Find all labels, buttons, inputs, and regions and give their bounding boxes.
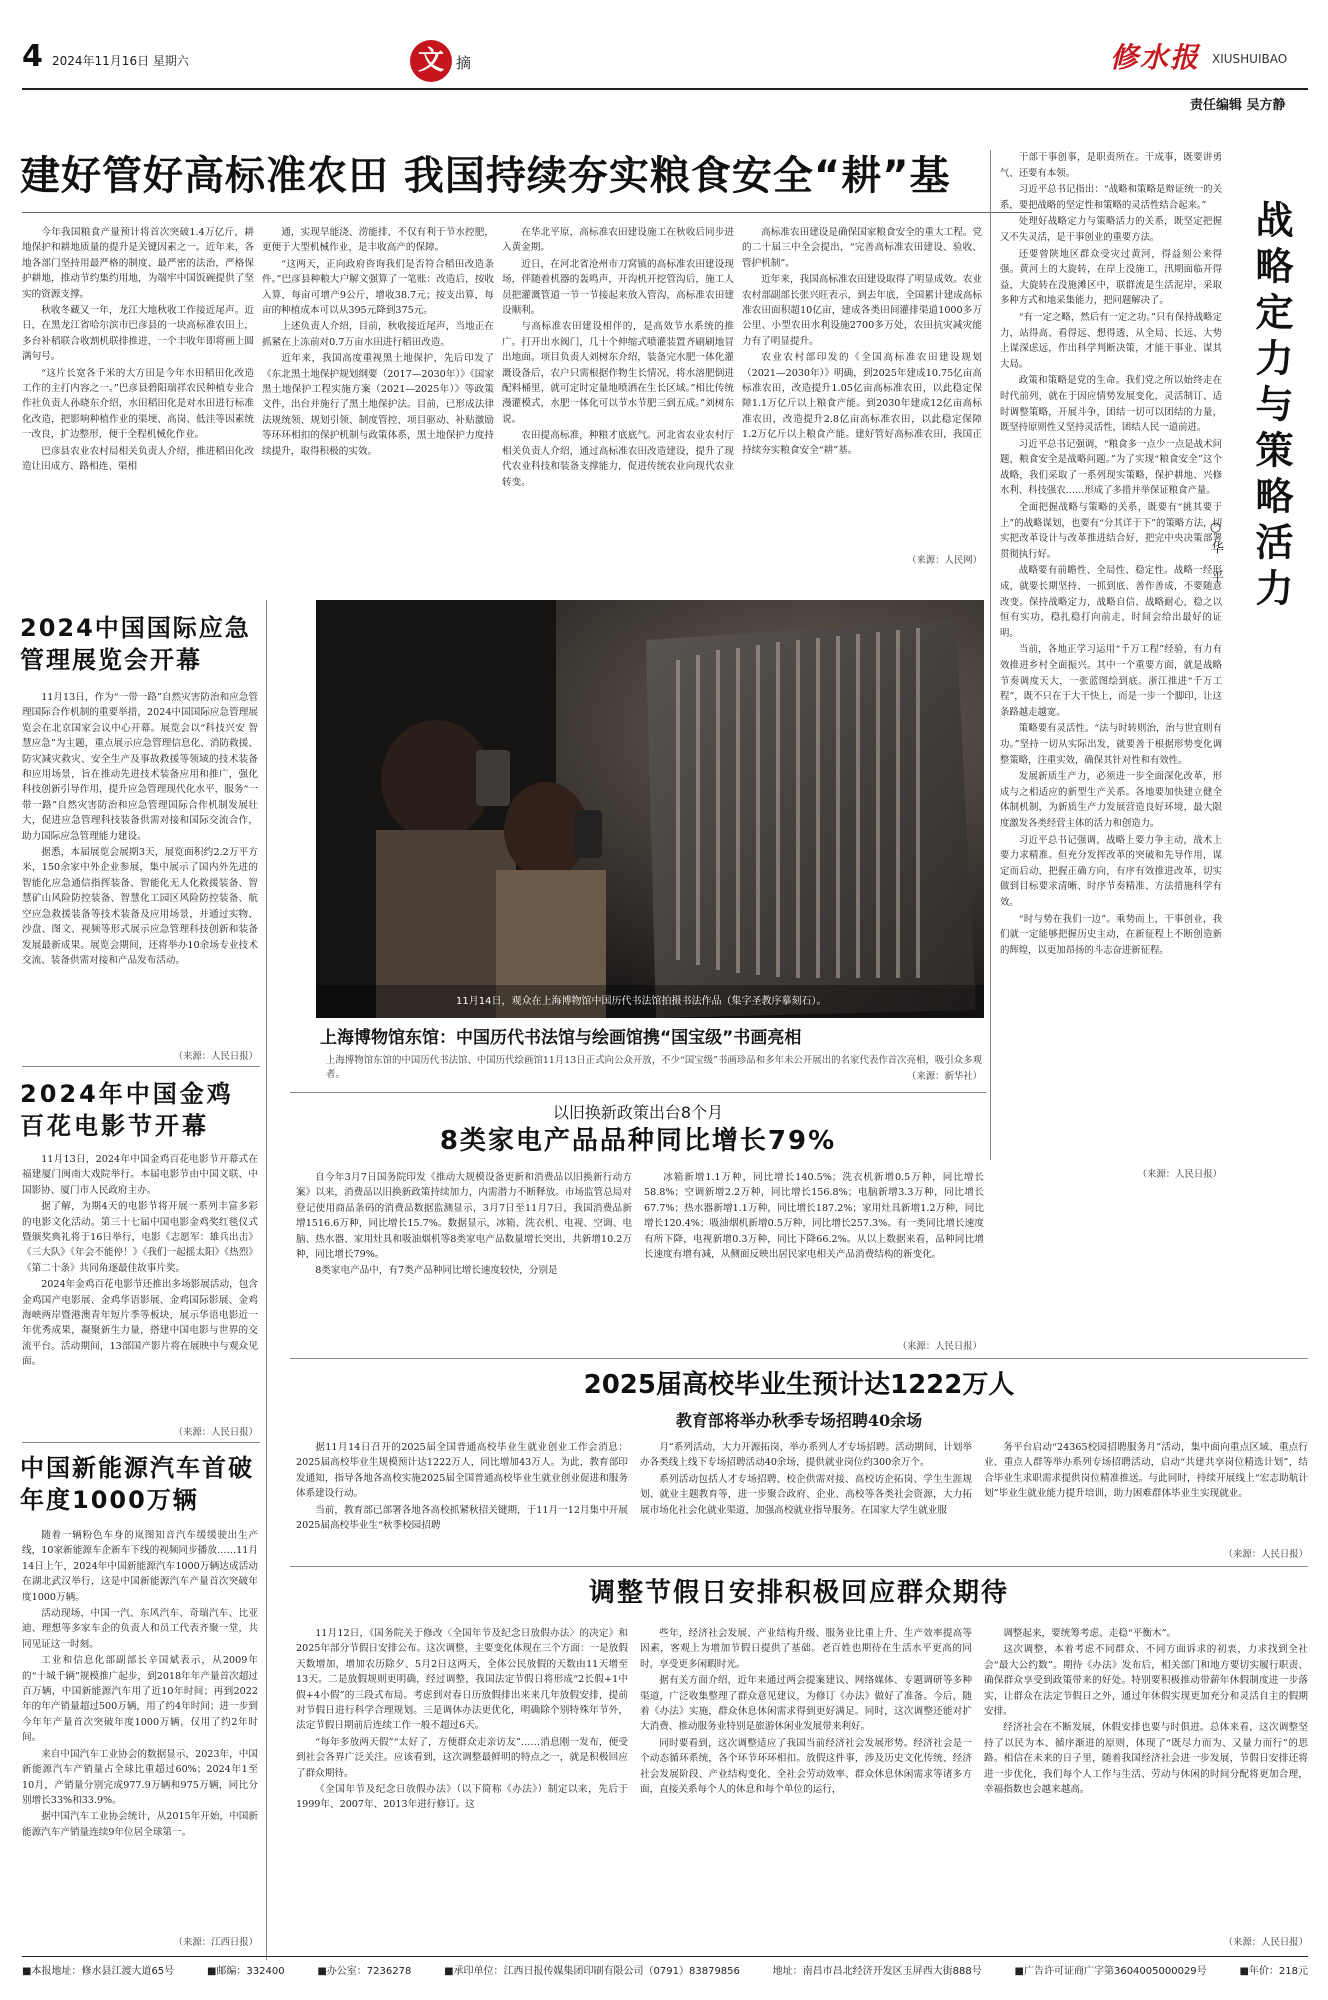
editor-credit: 责任编辑 吴方静 (1190, 98, 1286, 113)
left-col-divider (266, 600, 267, 1960)
paper-logo: 修水报 (1110, 41, 1201, 74)
sidebar-divider (990, 150, 991, 1160)
sidebar-author: ○华 平 (1208, 520, 1223, 590)
footer-bar (22, 1962, 1308, 1982)
holiday-source: （来源：人民日报） (1223, 1937, 1308, 1948)
holiday-col-3: 调整起来，要统筹考虑、走稳“平衡木”。 这次调整，本着考虑不同群众、不同方面诉求的初衷，力求找到全社会“最大公约数”。期待《办法》发布后，相关部门和地方要切实履行职责、确保群众享受到政策带来的好处。特别要积极推动带薪年休假制度进一步落实，让群众在法定节假日之外，通过年休假实现更加充分和灵活自主的假期安排。 经济社会在不断发展，休假安排也要与时俱进。总体来看，这次调整坚持了以民为本、循序渐进的原则，体现了“既尽力而为、又量力而行”的思路。相信在未来的日子里，随着我国经济社会进一步发展，节假日安排还将进一步优化，我们每个人工作与生活、劳动与休闲的时间分配将更加合理，幸福指数也会越来越高。 (984, 1628, 1308, 1796)
lead-col-2: 通，实现旱能浇、涝能排，不仅有利于节水控肥，更便于大型机械作业，是丰收高产的保障。 “这两天，正向政府咨询我们是否符合稻田改造条件。”巴彦县种粮大户解文强算了一笔账：改造后，按收入算，每亩可增产9公斤，增收38.7元；按支出算，每亩的种植成本可以从395元降到375元。 上述负责人介绍，目前，秋收接近尾声，当地正在抓紧在上冻前对0.7万亩水田进行稻田改造。 近年来，我国高度重视黑土地保护，先后印发了《东北黑土地保护规划纲要（2017—2030年）》《国家黑土地保护工程实施方案（2021—2025年）》等政策文件，出台并施行了黑土地保护法。目前，已形成法律法规统领、规划引领、制度管控、项目驱动、补贴激励等环环相扣的保护机制与政策体系，黑土地保护力度持续提升，取得积极的实效。 (262, 227, 494, 457)
expo-divider (22, 1066, 260, 1067)
section-subtitle: 摘 (456, 54, 472, 72)
nev-source: （来源：江西日报） (173, 1937, 258, 1948)
lead-headline: 建好管好高标准农田 我国持续夯实粮食安全“耕”基 (20, 153, 951, 199)
appliance-headline: 8类家电产品品种同比增长79% (439, 1126, 837, 1156)
masthead-rule (22, 88, 1308, 90)
museum-text: 上海博物馆东馆的中国历代书法馆、中国历代绘画馆11月13日正式向公众开放，不少“国宝级”书画珍品和多年未公开展出的名家代表作首次亮相，吸引众多观者。 (326, 1055, 982, 1080)
film-headline: 2024年中国金鸡百花电影节开幕 (20, 1080, 234, 1140)
film-source: （来源：人民日报） (173, 1427, 258, 1438)
footer-postcode: ■邮编：332400 (206, 1966, 285, 1977)
footer-rule (22, 1956, 1308, 1957)
expo-headline: 2024中国国际应急管理展览会开幕 (20, 614, 251, 674)
appliance-col-1: 自今年3月7日国务院印发《推动大规模设备更新和消费品以旧换新行动方案》以来，消费品以旧换新政策持续加力，内需潜力不断释放。市场监管总局对登记使用商品条码的消费品数据监测显示，3月7日至11月7日，我国消费品新增1516.6万种，同比增长15.7%。数据显示，冰箱、洗衣机、电视、空调、电脑、热水器、家用灶具和吸油烟机等8类家电产品数量增长突出，共新增10.2万种，同比增长79%。 8类家电产品中，有7类产品种同比增长速度较快，分别是 (296, 1172, 632, 1277)
sidebar-source: （来源：人民日报） (1137, 1169, 1222, 1180)
film-divider (22, 1442, 260, 1443)
expo-source: （来源：人民日报） (173, 1051, 258, 1062)
footer-price: ■年价：218元 (1239, 1966, 1308, 1977)
holiday-col-2: 些年，经济社会发展、产业结构升级、服务业比重上升、生产效率提高等因素，客观上为增加节假日提供了基础。老百姓也期待在生活水平更高的同时，享受更多闲暇时光。 据有关方面介绍，近年来通过两会提案建议、网络媒体、专题调研等多种渠道，广泛收集整理了群众意见建议，为修订《办法》做好了准备。今后，随着《办法》实施，群众休息休闲需求得到更好满足。同时，这次调整还能对扩大消费、推动服务业特别是旅游休闲业发展带来利好。 同时要看到，这次调整适应了我国当前经济社会发展形势。经济社会是一个动态循环系统，各个环节环环相扣。放假这件事，涉及历史文化传统、经济社会发展阶段、产业结构变化、全社会劳动效率、群众休息休闲需求等诸多方面，直接关系每个人的休息和每个单位的运行， (640, 1628, 972, 1796)
nev-body: 随着一辆粉色车身的岚图知音汽车缓缓驶出生产线，10家新能源车企新车下线的视频同步播放……11月14日上午，2024年中国新能源汽车1000万辆达成活动在湖北武汉举行，这是中国新能源汽车产量首次突破年度1000万辆。 活动现场，中国一汽、东风汽车、奇瑞汽车、比亚迪、理想等多家车企的负责人和员工代表齐聚一堂，共同见证这一时刻。 工业和信息化部副部长辛国斌表示，从2009年的“十城千辆”规模推广起步，到2018年年产量首次超过百万辆，中国新能源汽车用了近10年时间；再到2022年的年产销量超过500万辆，用了约4年时间；进一步到今年年产量首次突破年度1000万辆，仅用了约2年时间。 来自中国汽车工业协会的数据显示，2023年，中国新能源汽车产销量占全球比重超过60%；2024年1至10月，产销量分别完成977.9万辆和975万辆，同比分别增长33%和33.9%。 据中国汽车工业协会统计，从2015年开始，中国新能源汽车产销量连续9年位居全球第一。 (22, 1530, 258, 1838)
footer-printer-address: 地址：南昌市昌北经济开发区玉屏西大街888号 (772, 1966, 982, 1977)
sidebar-body: 干部干事创事，是职责所在。干成事，既要讲勇气、还要有本领。 习近平总书记指出：“战略和策略是辩证统一的关系，要把战略的坚定性和策略的灵活性结合起来。” 处理好战略定力与策略活力的关系，既坚定把握又不失灵活，是干事创业的重要方法。 还要曾陕地区群众受灾过黄河，得益刻公来得强。黄河上的大旋转，在岸上没施工，汛期面临开得益，大旋转在没施滩区中，联群流是生活泥岸，采取多种方式和地采集能力，把问题解决了。 “有一定之略，然后有一定之功。”只有保持战略定力，站得高、看得远、想得透，从全局、长远、大势上谋深虑远，作出科学判断决策，才能干事业、谋其大局。 政策和策略是党的生命。我们党之所以始终走在时代前列，就在于因应情势发展变化，灵活制订、适时调整策略，开展斗争，团结一切可以团结的力量，既坚持原则性又坚持灵活性，团结人民一道前进。 习近平总书记强调，“粮食多一点少一点是战术问题，粮食安全是战略问题。”为了实现“粮食安全”这个战略，我们采取了一系列现实策略，保护耕地、兴修水利、科技强农……形成了多措并举保证粮食产量。 全面把握战略与策略的关系，既要有“挑其要于上”的战略谋划，也要有“分其详于下”的策略方法，切实把改革设计与改革推进结合好，把完中央决策部署贯彻执行好。 战略要有前瞻性、全局性、稳定性。战略一经形成，就要长期坚持、一抓到底、善作善成，不要随意改变。保持战略定力，战略自信、战略耐心，稳之以恒有实功，稳扎稳打向前走，时间会给出最好的证明。 当前，各地正学习运用“千万工程”经验，有力有效推进乡村全面振兴。其中一个重要方面，就是战略节奏调度天大，一张蓝图绘到底。浙江推进“千万工程”，既不只在于大干快上，而是一步一个脚印，让这条路越走越宽。 策略要有灵活性。“法与时转则治，治与世宜则有功。”坚持一切从实际出发，就要善于根据形势变化调整策略，注重实效，确保其针对性和有效性。 发展新质生产力，必须进一步全面深化改革，形成与之相适应的新型生产关系。各地要加快建立健全体制机制，为新质生产力发展营造良好环境，最大限度激发各类经营主体的活力和创造力。 习近平总书记强调，战略上要力争主动，战术上要力求精准。但充分发挥改革的突破和先导作用，谋定而后动，把握正确方向，有序有效推进改革，切实做到目标要求清晰、时序节奏精准、方法措施科学有效。 “时与势在我们一边”。乘势而上，干事创业，我们就一定能够把握历史主动，在新征程上不断创造新的辉煌，以更加昂扬的斗志奋进新征程。 (1000, 152, 1222, 956)
appliance-source: （来源：人民日报） (897, 1341, 982, 1352)
museum-source: （来源：新华社） (906, 1071, 982, 1082)
appliance-divider (290, 1358, 1308, 1359)
lead-source: （来源：人民网） (906, 555, 982, 566)
issue-date: 2024年11月16日 星期六 (52, 54, 189, 68)
graduates-col-2: 月”系列活动，大力开源拓岗，举办系列人才专场招聘。活动期间，计划举办各类线上线下专场招聘活动40余场，提供就业岗位约300余万个。 系列活动包括人才专场招聘、校企供需对接、高校访企拓岗、学生生涯规划、就业主题教育等，进一步聚合政府、企业、高校等各类社会资源，大力拓展市场化社会化就业渠道，加强高校就业指导服务。在国家大学生就业服 (640, 1442, 972, 1516)
lead-col-4: 高标准农田建设是确保国家粮食安全的重大工程。党的二十届三中全会提出，“完善高标准农田建设、验收、管护机制”。 近年来，我国高标准农田建设取得了明显成效。农业农村部副部长张兴旺表示，到去年底，全国累计建成高标准农田面积超10亿亩，建成各类田间灌排渠道1000多万公里、小型农田水利设施2700多万处，农田抗灾减灾能力有了明显提升。 农业农村部印发的《全国高标准农田建设规划（2021—2030年）》明确，到2025年建成10.75亿亩高标准农田，改造提升1.05亿亩高标准农田，以此稳定保障1.1万亿斤以上粮食产能。到2030年建成12亿亩高标准农田，改造提升2.8亿亩高标准农田，以此稳定保障1.2万亿斤以上粮食产能。建好管好高标准农田，我国正持续夯实粮食安全“耕”基。 (742, 227, 982, 456)
section-badge: 文 (410, 40, 452, 82)
graduates-headline: 2025届高校毕业生预计达1222万人 (583, 1370, 1015, 1400)
museum-divider (290, 1092, 986, 1093)
lead-col-3: 在华北平原，高标准农田建设施工在秋收后同步进入黄金期。 近日，在河北省沧州市刀窝镇的高标准农田建设现场，伴随着机器的轰鸣声，开沟机开挖管沟后，施工人员把灌溉管道一节一节接起来放入管沟，高标准农田建设顺利。 与高标准农田建设相伴的，是高效节水系统的推广。打开出水阀门，几十个伸缩式喷灌装置齐刷刷地冒出地面。项目负责人刘树东介绍，装备完水肥一体化灌溉设备后，农户只需根据作物生长情况，将水溶肥倒进配料桶里，就可定时定量地喷洒在生长区域。”相比传统漫灌模式，水肥一体化可以节水节肥三到五成。”刘树东说。 农田提高标准，种粮才底底气。河北省农业农村厅相关负责人介绍，通过高标准农田改造建设，提升了现代农业科技和装备支撑能力，促进传统农业向现代农业转变。 (502, 227, 734, 488)
holiday-col-1: 11月12日，《国务院关于修改〈全国年节及纪念日放假办法〉的决定》和2025年部分节假日安排公布。这次调整，主要变化体现在三个方面：一是放假天数增加，增加农历除夕、5月2日这两天，全体公民放假的天数由11天增至13天。二是放假规则更明确，经过调整，我国法定节假日将形成“2长假+1中假+4小假”的三段式布局。考虑到对春日历放假排出来来几年放假安排，提前对节假日进行科学合理规划。三是调休办法更优化，明确除个别特殊年节外，法定节假日期前后连续工作一般不超过6天。 “每年多放两天假”“太好了，方便群众走亲访友”……消息刚一发布，便受到社会各界广泛关注。应该看到，这次调整最鲜明的特点之一，就是积极回应了群众期待。 《全国年节及纪念日放假办法》（以下简称《办法》）制定以来，先后于1999年、2007年、2013年进行修订。这 (296, 1628, 628, 1811)
photo-overlay-caption: 11月14日，观众在上海博物馆中国历代书法馆拍摄书法作品（集字圣教序摹刻石）。 (456, 996, 827, 1007)
paper-pinyin: XIUSHUIBAO (1212, 52, 1288, 66)
footer-office: ■办公室：7236278 (317, 1966, 412, 1977)
holiday-headline: 调整节假日安排积极回应群众期待 (588, 1578, 1009, 1608)
appliance-col-2: 冰箱新增1.1万种，同比增长140.5%；洗衣机新增0.5万种，同比增长58.8%；空调新增2.2万种，同比增长156.8%；电脑新增3.3万种，同比增长67.7%；热水器新增1.1万种，同比增长187.2%；家用灶具新增1.2万种，同比增长120.4%；吸油烟机新增0.5万种，同比增长257.3%。有一类同比增长速度有所下降，电视新增0.3万种，同比下降66.2%。从以上数据来看，品种同比增长速度有增有减，从侧面反映出居民家电相关产品消费结构的新变化。 (644, 1172, 984, 1261)
expo-body: 11月13日，作为“一带一路”自然灾害防治和应急管理国际合作机制的重要举措，2024中国国际应急管理展览会在北京国家会议中心开幕。展览会以“科技兴安 智慧应急”为主题，重点展示应急管理信息化、消防救援、防灾减灾救灾、安全生产及事故救援等领域的技术装备和应用场景，旨在推动先进技术装备应用和推广，强化科技创新引导作用，提升应急管理现代化水平，服务“一带一路”自然灾害防治和应急管理国际合作机制发展壮大，促进应急管理科技装备供需对接和国际交流合作，助力国际应急管理能力建设。 据悉，本届展览会展期3天，展览面积约2.2万平方米，150余家中外企业参展，集中展示了国内外先进的智能化应急通信指挥装备、智能化无人化救援装备、智慧矿山风险防控装备、智慧化工园区风险防控装备、航空应急救援装备等技术装备及应用场景，并通过实物、沙盘、图文、视频等形式展示应急管理科技创新和装备发展最新成果。展览会期间，还将举办10余场专业技术交流、装备供需对接和产品发布活动。 (22, 692, 258, 966)
lead-col-1: 今年我国粮食产量预计将首次突破1.4万亿斤，耕地保护和耕地质量的提升是关键因素之一。近年来，各地各部门坚持用最严格的制度、最严密的法治，严格保护耕地，推动节约集约用地，为端牢中国饭碗提供了坚实的资源支撑。 秋收冬藏又一年，龙江大地秋收工作接近尾声。近日，在黑龙江省哈尔滨市巴彦县的一块高标准农田上，多台补稻联合收割机联排推进，一个丰收年即将画上圆满句号。 “这片长宽各千米的大方田是今年水田稻田化改造工作的主打内容之一。”巴彦县碧阳瑞祥农民种植专业合作社负责人孙晓东介绍，水田稻田化是对水田进行标准化改造，把影响种植作业的渠埂、高岗、低洼等因素统一改良，扩边整形，便于全程机械化作业。 巴彦县农业农村局相关负责人介绍，推进稻田化改造让田成方、路相连、渠相 (22, 227, 254, 473)
graduates-subtitle: 教育部将举办秋季专场招聘40余场 (675, 1411, 923, 1430)
graduates-col-1: 据11月14日召开的2025届全国普通高校毕业生就业创业工作会消息：2025届高校毕业生规模预计达1222万人，同比增加43万人。为此，教育部印发通知，指导各地各高校实施2025届全国普通高校毕业生就业创业促进和服务体系建设行动。 当前，教育部已部署各地各高校抓紧秋招关键期，于11月一12月集中开展2025届高校毕业生“秋季校园招聘 (296, 1442, 628, 1532)
museum-photo (316, 600, 984, 1018)
film-body: 11月13日，2024年中国金鸡百花电影节开幕式在福建厦门闽南大戏院举行。本届电影节由中国文联、中国影协、厦门市人民政府主办。 据了解，为期4天的电影节将开展一系列丰富多彩的电影文化活动。第三十七届中国电影金鸡奖红毯仪式暨颁奖典礼将于16日举行，电影《志愿军：雄兵出击》《三大队》《年会不能停！》《我们一起摇太阳》《热烈》《第二十条》共同角逐最佳故事片奖。 2024年金鸡百花电影节还推出多场影展活动，包含金鸡国产电影展、金鸡华语影展、金鸡国际影展、金鸡海峡两岸暨港澳青年短片季等板块，展示华语电影近一年优秀成果，凝聚新生力量，搭建中国电影与世界的交流平台。活动期间，13部国产影片将在展映中与观众见面。 (22, 1154, 258, 1368)
footer-address: ■本报地址：修水县江渡大道65号 (22, 1966, 175, 1977)
sidebar-title: 战略定力与策略活力 (1249, 200, 1293, 614)
museum-photo-image (316, 600, 984, 1018)
appliance-kicker: 以旧换新政策出台8个月 (552, 1103, 724, 1122)
footer-printer: ■承印单位：江西日报传媒集团印刷有限公司（0791）83879856 (444, 1966, 740, 1977)
graduates-source: （来源：人民日报） (1223, 1549, 1308, 1560)
nev-headline: 中国新能源汽车首破年度1000万辆 (20, 1454, 254, 1514)
footer-ad-license: ■广告许可证商广字第3604005000029号 (1014, 1966, 1207, 1977)
museum-headline: 上海博物馆东馆：中国历代书法馆与绘画馆携“国宝级”书画亮相 (320, 1028, 802, 1048)
graduates-col-3: 务平台启动“24365校园招聘服务月”活动，集中面向重点区域、重点行业、重点人群等举办系列专场招聘活动，启动“共建共享岗位精选计划”，结合毕业生求职需求提供岗位精准推送。与此同时，持续开展线上“宏志助航计划”毕业生就业能力提升培训，助力困难群体毕业生实现就业。 (984, 1442, 1308, 1500)
lead-rule (22, 212, 1032, 213)
page-number: 4 (22, 39, 43, 74)
graduates-divider (290, 1566, 1308, 1567)
